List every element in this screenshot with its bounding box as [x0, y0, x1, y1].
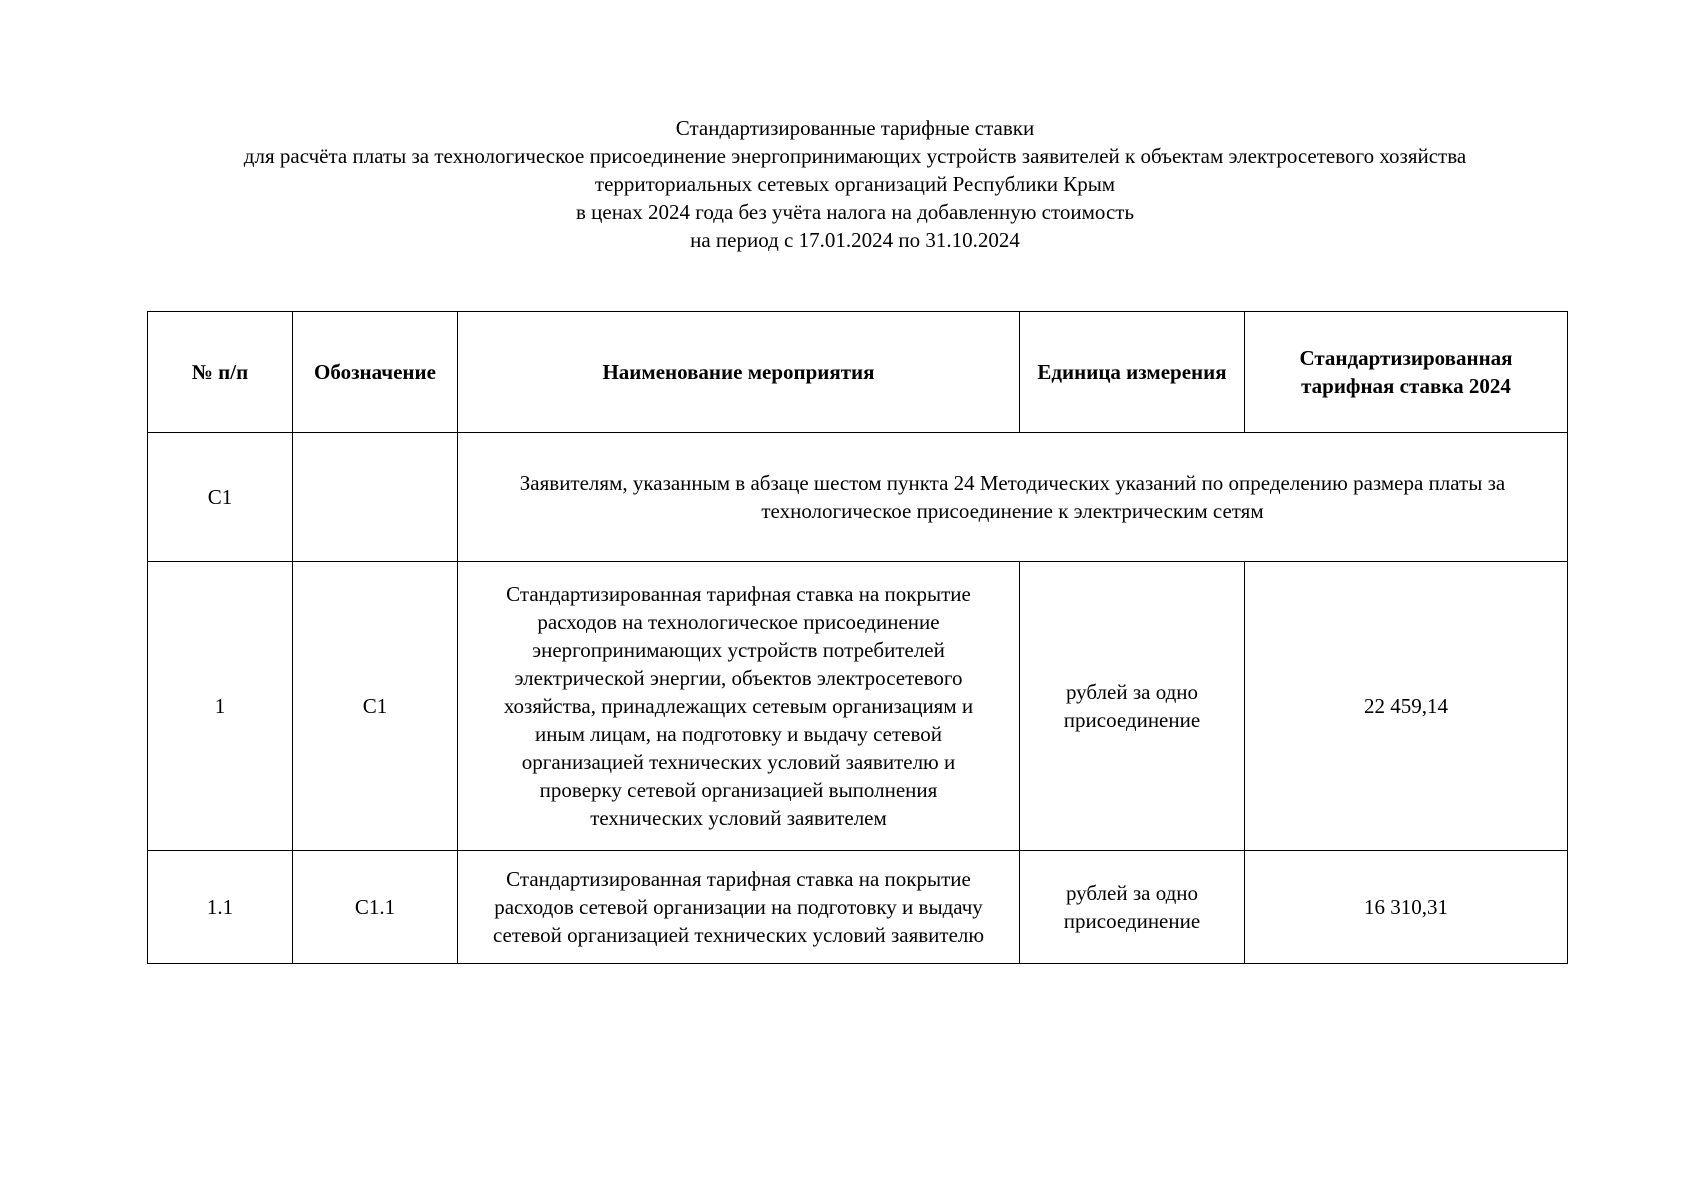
header-rate: Стандартизированная тарифная ставка 2024: [1245, 312, 1568, 433]
group-description: Заявителям, указанным в абзаце шестом пункта 24 Методических указаний по определению размера платы за технологическое присоединение к электрическим сетям: [458, 433, 1568, 562]
row-num: 1: [148, 562, 293, 851]
document-title: [0, 114, 1697, 254]
title-line-5: на период с 17.01.2024 по 31.10.2024: [690, 228, 1020, 252]
header-num: № п/п: [148, 312, 293, 433]
row-num: 1.1: [148, 851, 293, 964]
row-code: С1: [293, 562, 458, 851]
table-row: [148, 562, 1568, 851]
title-line-4: в ценах 2024 года без учёта налога на добавленную стоимость: [575, 200, 1135, 224]
table-header-row: [148, 312, 1568, 433]
row-unit: рублей за одно присоединение: [1020, 851, 1245, 964]
group-code: [293, 433, 458, 562]
row-name: Стандартизированная тарифная ставка на покрытие расходов сетевой организации на подготовку и выдачу сетевой организацией технических условий заявителю: [458, 851, 1020, 964]
tariff-table: [147, 311, 1568, 964]
title-line-3: территориальных сетевых организаций Республики Крым: [594, 172, 1116, 196]
header-unit: Единица измерения: [1020, 312, 1245, 433]
title-line-1: Стандартизированные тарифные ставки: [675, 116, 1035, 140]
header-name: Наименование мероприятия: [458, 312, 1020, 433]
header-code: Обозначение: [293, 312, 458, 433]
title-line-2: для расчёта платы за технологическое присоединение энергопринимающих устройств заявителей к объектам электросетевого хозяйства: [243, 144, 1467, 168]
row-code: С1.1: [293, 851, 458, 964]
table-row: [148, 851, 1568, 964]
row-rate: 16 310,31: [1245, 851, 1568, 964]
group-num: С1: [148, 433, 293, 562]
row-unit: рублей за одно присоединение: [1020, 562, 1245, 851]
row-name: Стандартизированная тарифная ставка на покрытие расходов на технологическое присоединение энергопринимающих устройств потребителей электрической энергии, объектов электросетевого хозяйства, принадлежащих сетевым организациям и иным лицам, на подготовку и выдачу сетевой организацией технических условий заявителю и проверку сетевой организацией выполнения технических условий заявителем: [458, 562, 1020, 851]
table-group-row: [148, 433, 1568, 562]
row-rate: 22 459,14: [1245, 562, 1568, 851]
